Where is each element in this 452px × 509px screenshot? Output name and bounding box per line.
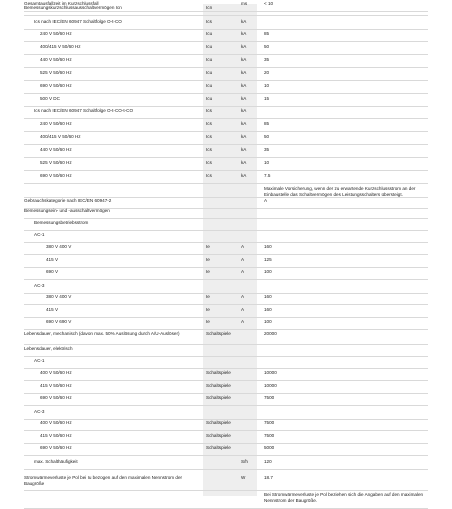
row-unit: kA	[241, 134, 247, 139]
row-label: 380 V 400 V	[46, 294, 72, 299]
row-symbol: Ics	[206, 121, 212, 126]
row-value: 85	[264, 121, 270, 126]
table-row	[24, 133, 428, 145]
row-symbol: Icu	[206, 70, 213, 75]
row-value: 50	[264, 44, 270, 49]
row-unit: A	[241, 269, 245, 274]
row-label: 690 V 50/60 Hz	[40, 83, 72, 88]
row-label: 690 V 50/60 Hz	[40, 395, 72, 400]
row-label: 525 V 50/60 Hz	[40, 160, 72, 165]
row-value: 18.7	[264, 475, 273, 480]
row-value: 7500	[264, 395, 275, 400]
row-value: 20000	[264, 331, 277, 336]
row-unit: kA	[241, 96, 247, 101]
row-symbol: Icu	[206, 96, 213, 101]
row-label: Ics nach IEC/EN 60947 Schaltfolge O-t-CO-t-CO	[34, 108, 134, 113]
row-unit: kA	[241, 108, 247, 113]
row-label: 690 V 690 V	[46, 319, 72, 324]
table-row	[24, 256, 428, 268]
table-row	[24, 207, 428, 219]
row-value: 7500	[264, 433, 275, 438]
row-label: 400 V 50/60 Hz	[40, 370, 72, 375]
row-value: 10000	[264, 370, 277, 375]
table-row	[24, 120, 428, 132]
table-row	[24, 474, 428, 491]
row-unit: kA	[241, 31, 247, 36]
row-value: 50	[264, 134, 270, 139]
row-label: 380 V 400 V	[46, 244, 72, 249]
row-symbol: Ie	[206, 294, 210, 299]
row-value: 20	[264, 70, 270, 75]
row-label: 690 V 50/60 Hz	[40, 445, 72, 450]
row-label: max. Schalthäufigkeit	[34, 459, 78, 464]
table-row	[24, 172, 428, 184]
table-row	[24, 345, 428, 357]
table-row	[24, 30, 428, 42]
row-label: 415 V	[46, 307, 59, 312]
row-label: Gesamtausfallzeit im Kurzschlussfall	[24, 1, 99, 6]
row-value: Maximale Vorsicherung, wenn der zu erwartende Kurzschlussstrom an der Einbaustelle das Schaltvermögen des Leistungsschalters übersteigt.	[264, 186, 416, 198]
row-label: 415 V	[46, 257, 59, 262]
table-row	[24, 243, 428, 255]
table-row	[24, 330, 428, 345]
table-row	[24, 56, 428, 68]
table-row	[24, 69, 428, 81]
row-value: 10	[264, 83, 270, 88]
row-label: Bemessungsbetriebsstrom	[34, 220, 89, 225]
row-symbol: Schaltspiele	[206, 370, 231, 375]
table-row	[24, 146, 428, 158]
row-label: Stromwärmeverluste je Pol bei Iu bezogen auf den maximalen Nennstrom der Baugröße	[24, 475, 183, 487]
table-row	[24, 95, 428, 107]
row-label: AC-1	[34, 358, 45, 363]
row-symbol: Ics	[206, 19, 212, 24]
row-symbol: Schaltspiele	[206, 395, 231, 400]
row-unit: ms	[241, 1, 248, 6]
table-row	[24, 369, 428, 381]
row-symbol: Ics	[206, 134, 212, 139]
row-symbol: Schaltspiele	[206, 383, 231, 388]
row-label: Lebensdauer, mechanisch (davon max. 50% Auslösung durch A/U-Auslöser)	[24, 331, 180, 336]
row-symbol: Icu	[206, 31, 213, 36]
row-symbol: Ics	[206, 173, 212, 178]
row-symbol: Ie	[206, 257, 210, 262]
row-label: 400 V 50/60 Hz	[40, 420, 72, 425]
row-unit: A	[241, 307, 245, 312]
row-label: 400/415 V 50/60 Hz	[40, 134, 81, 139]
table-row	[24, 444, 428, 456]
row-unit: kA	[241, 83, 247, 88]
row-label: AC-1	[34, 232, 45, 237]
table-row	[24, 306, 428, 318]
table-row	[24, 43, 428, 55]
row-unit: kA	[241, 121, 247, 126]
table-row	[24, 159, 428, 171]
table-row	[24, 458, 428, 470]
row-symbol: Icu	[206, 44, 213, 49]
row-symbol: Icn	[206, 5, 213, 10]
row-value: 7.5	[264, 173, 271, 178]
row-unit: S/h	[241, 459, 248, 464]
row-symbol: Ics	[206, 160, 212, 165]
table-row	[24, 419, 428, 431]
table-row	[24, 432, 428, 444]
row-unit: A	[241, 244, 245, 249]
row-unit: W	[241, 475, 246, 480]
row-unit: kA	[241, 70, 247, 75]
row-value: 10000	[264, 383, 277, 388]
row-unit: kA	[241, 147, 247, 152]
row-symbol: Schaltspiele	[206, 433, 231, 438]
row-unit: kA	[241, 44, 247, 49]
row-value: 100	[264, 269, 272, 274]
row-unit: A	[241, 319, 245, 324]
row-label: Gebrauchskategorie nach IEC/EN 60947-2	[24, 198, 112, 203]
row-symbol: Ie	[206, 269, 210, 274]
row-symbol: Schaltspiele	[206, 331, 231, 336]
table-row	[24, 268, 428, 280]
row-unit: kA	[241, 173, 247, 178]
table-row	[24, 357, 428, 369]
row-label: 400/415 V 50/60 Hz	[40, 44, 81, 49]
row-unit: A	[241, 257, 245, 262]
table-row	[24, 219, 428, 231]
row-label: 240 V 50/60 Hz	[40, 31, 72, 36]
row-symbol: Schaltspiele	[206, 420, 231, 425]
row-value: 120	[264, 459, 272, 464]
row-label: 500 V DC	[40, 96, 60, 101]
table-row	[24, 82, 428, 94]
row-label: 440 V 50/60 Hz	[40, 57, 72, 62]
row-value: < 10	[264, 1, 274, 6]
table-row	[24, 394, 428, 406]
row-unit: kA	[241, 57, 247, 62]
row-label: Bemessungskurzschlussausschaltvermögen Icn	[24, 5, 122, 10]
row-symbol: Ie	[206, 319, 210, 324]
row-label: AC-3	[34, 283, 45, 288]
row-value: 7500	[264, 420, 275, 425]
row-label: Lebensdauer, elektrisch	[24, 346, 73, 351]
row-value: Bei Stromwärmeverluste je Pol beziehen sich die Angaben auf den maximalen Nennstrom der Baugröße.	[264, 492, 424, 504]
row-value: 160	[264, 307, 272, 312]
row-unit: kA	[241, 160, 247, 165]
row-label: 690 V 50/60 Hz	[40, 173, 72, 178]
row-symbol: Ie	[206, 244, 210, 249]
row-symbol: Ics	[206, 108, 212, 113]
row-value: 100	[264, 319, 272, 324]
row-label: 440 V 50/60 Hz	[40, 147, 72, 152]
row-symbol: Ie	[206, 307, 210, 312]
row-value: 125	[264, 257, 272, 262]
row-label: Ics nach IEC/EN 60947 Schaltfolge O-t-CO	[34, 19, 122, 24]
row-label: 690 V	[46, 269, 59, 274]
table-row	[24, 318, 428, 330]
row-value: 160	[264, 244, 272, 249]
row-value: A	[264, 198, 268, 203]
row-unit: A	[241, 294, 245, 299]
row-symbol: Schaltspiele	[206, 445, 231, 450]
row-value: 160	[264, 294, 272, 299]
row-label: 415 V 50/60 Hz	[40, 433, 72, 438]
row-value: 35	[264, 147, 270, 152]
row-label: 240 V 50/60 Hz	[40, 121, 72, 126]
table-row	[24, 382, 428, 394]
row-symbol: Ics	[206, 147, 212, 152]
row-value: 85	[264, 31, 270, 36]
row-value: 10	[264, 160, 270, 165]
table-row	[24, 293, 428, 305]
row-label: Bemessungsein- und -ausschaltvermögen	[24, 208, 110, 213]
row-value: 5000	[264, 445, 275, 450]
table-row	[24, 231, 428, 243]
row-label: AC-3	[34, 409, 45, 414]
table-row	[24, 491, 428, 509]
table-row	[24, 18, 428, 30]
row-value: 15	[264, 96, 270, 101]
row-symbol: Icu	[206, 57, 213, 62]
row-unit: kA	[241, 19, 247, 24]
table-row	[24, 107, 428, 119]
row-label: 525 V 50/60 Hz	[40, 70, 72, 75]
table-row	[24, 0, 428, 12]
row-value: 35	[264, 57, 270, 62]
row-symbol: Icu	[206, 83, 213, 88]
row-label: 415 V 50/60 Hz	[40, 383, 72, 388]
